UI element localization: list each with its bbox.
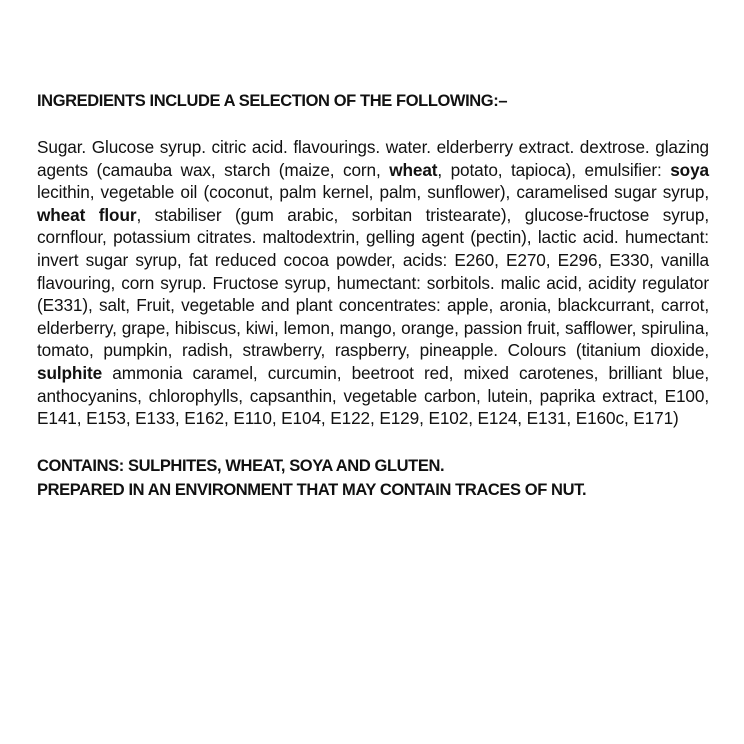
allergen-wheat: wheat	[389, 159, 438, 180]
allergen-sulphite: sulphite	[37, 362, 103, 383]
allergen-wheat-flour: wheat flour	[37, 204, 137, 225]
contains-statement: CONTAINS: SULPHITES, WHEAT, SOYA AND GLUTEN.	[37, 456, 445, 475]
ingredients-list	[37, 136, 709, 430]
ingredients-text-5: ammonia caramel, curcumin, beetroot red, mixed carotenes, brilliant blue, anthocyanins, chlorophylls, capsanthin, vegetable carbon, lutein, paprika extract, E100, E141, E153, E133, E162, E110, E104, E122, E129, E102, E124, E131, E160c, E171)	[37, 362, 709, 429]
ingredients-heading: INGREDIENTS INCLUDE A SELECTION OF THE FOLLOWING:–	[37, 92, 508, 110]
ingredients-text-4: , stabiliser (gum arabic, sorbitan tristearate), glucose-fructose syrup, cornflour, potassium citrates. maltodextrin, gelling agent (pectin), lactic acid. humectant: invert sugar syrup, fat reduced cocoa powder, acids: E260, E270, E296, E330, vanilla flavouring, corn syrup. Fructose syrup, humectant: sorbitols. malic acid, acidity regulator (E331), salt, Fruit, vegetable and plant concentrates: apple, aronia, blackcurrant, carrot, elderberry, grape, hibiscus, kiwi, lemon, mango, orange, passion fruit, safflower, spirulina, tomato, pumpkin, radish, strawberry, raspberry, pineapple. Colours (titanium dioxide,	[37, 204, 709, 361]
allergen-soya: soya	[670, 159, 709, 180]
allergen-statement	[37, 454, 709, 502]
ingredients-text-2: , potato, tapioca), emulsifier:	[437, 159, 671, 180]
ingredients-label	[37, 90, 709, 502]
ingredients-text-1: Sugar. Glucose syrup. citric acid. flavourings. water. elderberry extract. dextrose. glazing agents (camauba wax, starch (maize, corn,	[37, 137, 709, 180]
ingredients-text-3: lecithin, vegetable oil (coconut, palm kernel, palm, sunflower), caramelised sugar syrup,	[37, 182, 709, 203]
environment-statement: PREPARED IN AN ENVIRONMENT THAT MAY CONTAIN TRACES OF NUT.	[37, 480, 587, 499]
